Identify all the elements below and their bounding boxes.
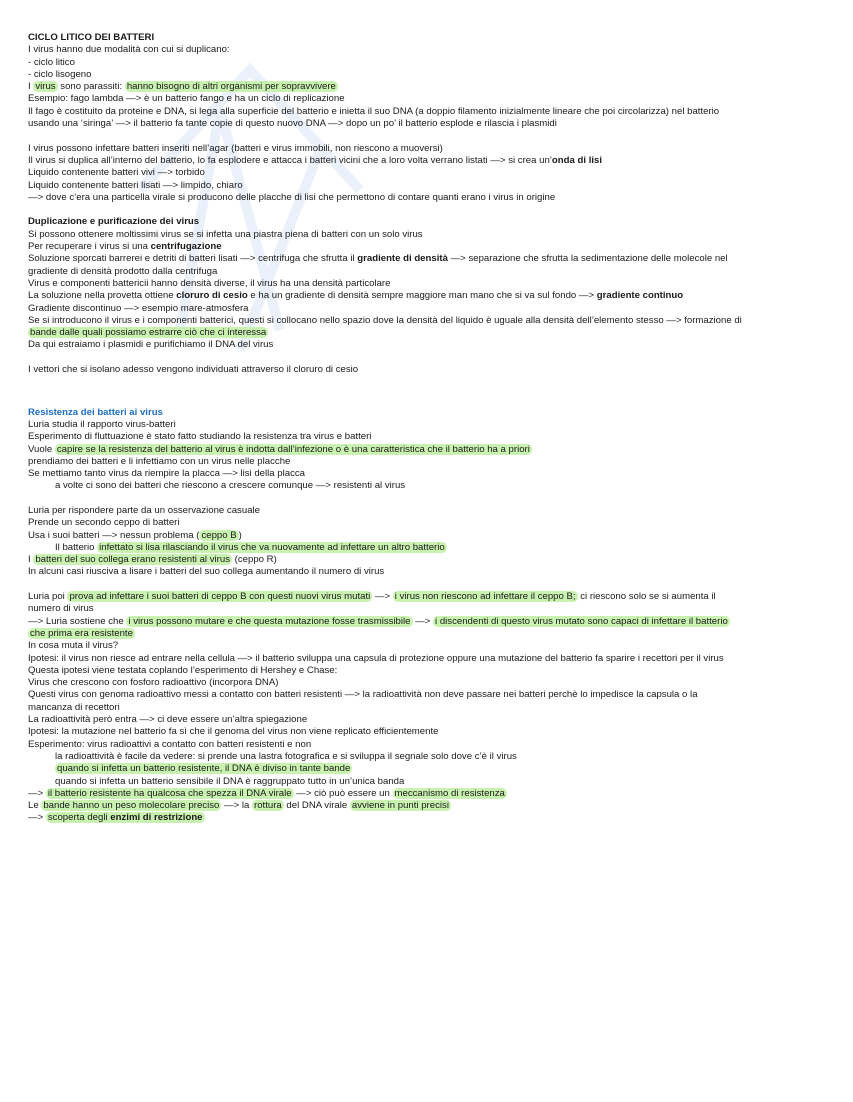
highlight: i virus non riescono ad infettare il ceppo B;: [394, 591, 576, 603]
highlight: meccanismo di resistenza: [394, 787, 505, 799]
highlight: hanno bisogno di altri organismi per sopravvivere: [126, 81, 336, 93]
text-line: Ipotesi: il virus non riesce ad entrare nella cellula —> il batterio sviluppa una capsula di protezione oppure una mutazione del batterio fa sparire i recettori per il virus: [28, 652, 724, 664]
text-line: Liquido contenente batteri vivi —> torbido: [28, 167, 205, 179]
text-line: mancanza di recettori: [28, 701, 120, 713]
text-line: Prende un secondo ceppo di batteri: [28, 517, 180, 529]
text-line: Il virus si duplica all’interno del batterio, lo fa esplodere e attacca i batteri vicini che a loro volta verrano listati —> si crea un’onda di lisi: [28, 154, 603, 166]
text-line: —> scoperta degli enzimi di restrizione: [28, 812, 203, 824]
text-line: Virus e componenti battericii hanno densità diverse, il virus ha una densità particolare: [28, 277, 391, 289]
text-line: quando si infetta un batterio sensibile il DNA è raggruppato tutto in un’unica banda: [55, 775, 405, 787]
text-line: —> il batterio resistente ha qualcosa che spezza il DNA virale —> ciò può essere un meccanismo di resistenza: [28, 787, 505, 799]
text-line: Le bande hanno un peso molecolare preciso —> la rottura del DNA virale avviene in punti precisi: [28, 800, 449, 812]
text-line: Luria per rispondere parte da un osservazione casuale: [28, 504, 260, 516]
text-line: Il fago è costituito da proteine e DNA, si lega alla superficie del batterio e inietta il suo DNA (a doppio filamento inizialmente lineare che poi circolarizza) nel batterio: [28, 105, 720, 117]
document-page: [28, 32, 803, 825]
text-line: Se si introducono il virus e i componenti batterici, questi si collocano nello spazio dove la densità del liquido è uguale alla densità dell’elemento stesso —> formazione di: [28, 314, 742, 326]
text-line: Gradiente discontinuo —> esempio mare-atmosfera: [28, 302, 249, 314]
text-line: —> dove c’era una particella virale si producono delle placche di lisi che permettono di contare quanti erano i virus in origine: [28, 191, 556, 203]
text-line: Se mettiamo tanto virus da riempire la placca —> lisi della placca: [28, 468, 306, 480]
highlight: bande hanno un peso molecolare preciso: [43, 800, 220, 812]
text-line: I batteri del suo collega erano resistenti al virus (ceppo R): [28, 554, 277, 566]
text-line: La radioattività però entra —> ci deve essere un’altra spiegazione: [28, 714, 308, 726]
text-line: gradiente di densità prodotto dalla centrifuga: [28, 265, 218, 277]
text-line: Esperimento: virus radioattivi a contatto con batteri resistenti e non: [28, 738, 312, 750]
highlight: il batterio resistente ha qualcosa che spezza il DNA virale: [47, 787, 292, 799]
text-line: Liquido contenente batteri lisati —> limpido, chiaro: [28, 179, 243, 191]
text-line: I virus sono parassiti: hanno bisogno di altri organismi per sopravvivere: [28, 81, 336, 93]
section-title-resistenza: Resistenza dei batteri ai virus: [28, 406, 163, 418]
highlight: rottura: [254, 800, 282, 812]
text-line: a volte ci sono dei batteri che riescono a crescere comunque —> resistenti al virus: [55, 480, 406, 492]
text-line: Da qui estraiamo i plasmidi e purifichiamo il DNA del virus: [28, 339, 274, 351]
text-line: Esperimento di fluttuazione è stato fatto studiando la resistenza tra virus e batteri: [28, 431, 372, 443]
text-line: In alcuni casi riusciva a lisare i batteri del suo collega aumentando il numero di virus: [28, 566, 385, 578]
text-line: Usa i suoi batteri —> nessun problema ( ceppo B ): [28, 529, 242, 541]
text-line: [28, 628, 803, 640]
highlight: virus: [35, 81, 56, 93]
section-title-duplicazione: Duplicazione e purificazione dei virus: [28, 216, 200, 228]
text-line: I vettori che si isolano adesso vengono individuati attraverso il cloruro di cesio: [28, 364, 359, 376]
text-line: Luria poi prova ad infettare i suoi batteri di ceppo B con questi nuovi virus mutati —> i virus non riescono ad infettare il ceppo B; ci riescono solo se si aumenta il: [28, 591, 716, 603]
highlight: prova ad infettare i suoi batteri di ceppo B con questi nuovi virus mutati: [69, 591, 371, 603]
highlight: scoperta degli enzimi di restrizione: [47, 812, 203, 824]
list-item: - ciclo litico: [28, 56, 75, 68]
highlight: infettato si lisa rilasciando il virus che va nuovamente ad infettare un altro batterio: [99, 541, 445, 553]
text-line: Ipotesi: la mutazione nel batterio fa sì che il genoma del virus non viene replicato efficientemente: [28, 726, 439, 738]
text-line: Vuole capire se la resistenza del batterio al virus è indotta dall’infezione o è una caratteristica che il batterio ha a priori: [28, 443, 530, 455]
highlight: capire se la resistenza del batterio al virus è indotta dall’infezione o è una caratteristica che il batterio ha a priori: [56, 443, 530, 455]
text-line: I virus hanno due modalità con cui si duplicano:: [28, 44, 230, 56]
text-line: Si possono ottenere moltissimi virus se si infetta una piastra piena di batteri con un solo virus: [28, 228, 423, 240]
text-line: Virus che crescono con fosforo radioattivo (incorpora DNA): [28, 677, 279, 689]
text-line: Per recuperare i virus si una centrifugazione: [28, 241, 222, 253]
text-line: la radioattività è facile da vedere: si prende una lastra fotografica e si sviluppa il segnale solo dove c’è il virus: [55, 750, 517, 762]
text-line: [28, 327, 803, 339]
text-line: La soluzione nella provetta ottiene cloruro di cesio e ha un gradiente di densità sempre maggiore man mano che si va sul fondo —> gradiente continuo: [28, 290, 684, 302]
text-line: Il batterio infettato si lisa rilasciando il virus che va nuovamente ad infettare un altro batterio: [55, 541, 445, 553]
text-line: Esempio: fago lambda —> è un batterio fango e ha un ciclo di replicazione: [28, 93, 345, 105]
list-item: - ciclo lisogeno: [28, 68, 92, 80]
highlight: batteri del suo collega erano resistenti al virus: [35, 554, 230, 566]
highlight: i virus possono mutare e che questa mutazione fosse trasmissibile: [128, 615, 411, 627]
text-line: —> Luria sostiene che i virus possono mutare e che questa mutazione fosse trasmissibile —> i discendenti di questo virus mutato sono capaci di infettare il batterio: [28, 615, 728, 627]
text-line: prendiamo dei batteri e li infettiamo con un virus nelle placche: [28, 455, 291, 467]
text-line: In cosa muta il virus?: [28, 640, 119, 652]
highlight: i discendenti di questo virus mutato sono capaci di infettare il batterio: [435, 615, 728, 627]
text-line: Questi virus con genoma radioattivo messi a contatto con batteri resistenti —> la radioattività non deve passare nei batteri perchè lo impedisce la capsula o la: [28, 689, 698, 701]
highlight: avviene in punti precisi: [351, 800, 449, 812]
highlight: ceppo B: [201, 529, 237, 541]
highlight: bande dalle quali possiamo estrarre ciò che ci interessa: [30, 327, 267, 339]
text-line: Soluzione sporcati barrerei e detriti di batteri lisati —> centrifuga che sfrutta il gradiente di densità —> separazione che sfrutta la sedimentazione delle molecole nel: [28, 253, 728, 265]
text-line: Questa ipotesi viene testata coplando l’esperimento di Hershey e Chase:: [28, 664, 338, 676]
section-title-ciclo-litico: CICLO LITICO DEI BATTERI: [28, 32, 155, 43]
text-line: usando una ‘siringa’ —> il batterio fa tante copie di questo nuovo DNA —> dopo un po’ il batterio esplode e rilascia i plasmidi: [28, 118, 557, 130]
highlight: che prima era resistente: [30, 627, 133, 639]
highlight: quando si infetta un batterio resistente, il DNA è diviso in tante bande: [57, 763, 351, 775]
text-line: I virus possono infettare batteri inseriti nell’agar (batteri e virus immobili, non riescono a muoversi): [28, 142, 443, 154]
text-line: Luria studia il rapporto virus-batteri: [28, 418, 176, 430]
text-line: [28, 763, 803, 775]
text-line: numero di virus: [28, 603, 94, 615]
